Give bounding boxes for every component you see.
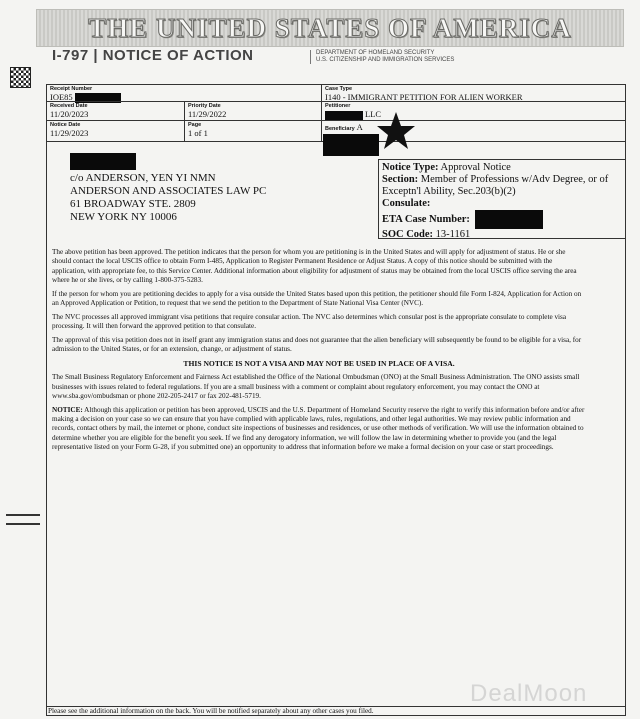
case-type-cell — [321, 84, 626, 102]
side-marks — [6, 514, 40, 532]
dept-line-2: U.S. CITIZENSHIP AND IMMIGRATION SERVICES — [316, 57, 455, 63]
redaction-bar — [323, 134, 379, 156]
notice-date-label: Notice Date — [50, 122, 81, 128]
petitioner-cell — [321, 101, 626, 121]
star-redaction-icon — [376, 111, 416, 151]
soc-code-label: SOC Code: — [382, 229, 434, 240]
page-cell — [184, 120, 322, 142]
notice-paragraph — [52, 406, 586, 452]
banner — [36, 9, 624, 47]
dept-line-1: DEPARTMENT OF HOMELAND SECURITY — [316, 50, 435, 56]
address-line-3: 61 BROADWAY STE. 2809 — [70, 198, 196, 210]
page-label: Page — [188, 122, 202, 128]
body-paragraph: The Small Business Regulatory Enforcement and Fairness Act established the Office of the National Ombudsman (ONO) at the Small Business Administration. The ONO assists small businesses with issues related to federal regulations. If you are a small business with a comment or complaint about regulatory enforcement, you may contact the ONO at www.sba.gov/ombudsman or phone 202-205-2417 or fax 202-481-5719. — [52, 373, 580, 400]
priority-date-cell — [184, 101, 322, 121]
notice-body — [52, 248, 586, 457]
notice-type-value: Approval Notice — [440, 162, 511, 173]
address-line-1: c/o ANDERSON, YEN YI NMN — [70, 172, 216, 184]
receipt-number-label: Receipt Number — [50, 86, 93, 92]
received-date-cell — [46, 101, 185, 121]
notice-type-label: Notice Type: — [382, 162, 439, 173]
section-label: Section: — [382, 174, 419, 185]
address-line-4: NEW YORK NY 10006 — [70, 211, 177, 223]
department-label — [310, 50, 454, 64]
watermark: DealMoon — [470, 680, 588, 707]
notice-date-value: 11/29/2023 — [50, 128, 89, 138]
received-date-label: Received Date — [50, 103, 88, 109]
body-paragraph: The above petition has been approved. The petition indicates that the person for whom you are petitioning is in the United States and will apply for adjustment of status. He or she should contact the local USCIS office to obtain Form I-485, Application to Register Permanent Residence or Adjust Status. A copy of this notice should be submitted with the application, with appropriate fee, to this Service Center. Additional information about eligibility for adjustment of status may be obtained from the local USCIS office serving the area where he or she lives, or by calling 1-800-375-5283. — [52, 248, 577, 284]
body-paragraph: The NVC processes all approved immigrant visa petitions that require consular action. The NVC also determines which consular post is the appropriate consulate to complete visa processing. It will then forward the approved petition to that consulate. — [52, 312, 567, 331]
consulate-label: Consulate: — [382, 198, 431, 209]
notice-date-cell — [46, 120, 185, 142]
page-value: 1 of 1 — [188, 128, 208, 138]
eta-case-label: ETA Case Number: — [382, 213, 470, 225]
receipt-number-value: IOE85 — [50, 92, 73, 102]
redaction-bar — [325, 111, 363, 120]
received-date-value: 11/20/2023 — [50, 109, 89, 119]
visa-warning: THIS NOTICE IS NOT A VISA AND MAY NOT BE USED IN PLACE OF A VISA. — [183, 358, 455, 368]
case-type-value: I140 - IMMIGRANT PETITION FOR ALIEN WORKER — [325, 92, 523, 102]
mailing-address — [70, 172, 266, 224]
banner-title: THE UNITED STATES OF AMERICA — [88, 12, 572, 43]
side-mark — [6, 523, 40, 525]
petitioner-label: Petitioner — [325, 103, 351, 109]
notice-label: NOTICE: — [52, 405, 83, 414]
qr-code-icon — [10, 67, 31, 88]
footer-text: Please see the additional information on the back. You will be notified separately about any other cases you filed. — [48, 707, 374, 715]
petitioner-value: LLC — [365, 109, 382, 119]
body-paragraph: If the person for whom you are petitioning decides to apply for a visa outside the United States based upon this petition, the petitioner should file Form I-824, Application for Action on an Approved Application or Petition, to request that we send the petition to the Department of State National Visa Center (NVC). — [52, 289, 582, 307]
beneficiary-label: Beneficiary — [325, 126, 355, 132]
address-line-2: ANDERSON AND ASSOCIATES LAW PC — [70, 185, 267, 197]
beneficiary-value: A — [356, 122, 363, 132]
priority-date-label: Priority Date — [188, 103, 221, 109]
section-value: Member of Professions w/Adv Degree, or of Exceptn'l Ability, Sec.203(b)(2) — [382, 174, 609, 197]
case-type-label: Case Type — [325, 86, 353, 92]
side-mark — [6, 514, 40, 516]
notice-text: Although this application or petition has been approved, USCIS and the U.S. Department of Homeland Security reserve the right to verify this information before and/or after making a decision on your case so we can ensure that you have complied with applicable laws, rules, regulations, and other legal authorities. We may review public information and records, contact others by mail, the internet or phone, conduct site inspections of businesses and residences, or use other methods of verification. We will use the information obtained to determine whether you are eligible for the benefit you seek. If we find any derogatory information, we will follow the law in determining whether to provide you (and the legal representative listed on your Form G-28, if you submitted one) an opportunity to address that information before we make a formal decision on your case or start proceedings. — [52, 405, 585, 451]
priority-date-value: 11/29/2022 — [188, 109, 227, 119]
receipt-number-cell — [46, 84, 322, 102]
notice-info-box — [378, 159, 626, 239]
soc-code-value: 13-1161 — [435, 229, 471, 240]
form-title: I-797 | NOTICE OF ACTION — [52, 47, 254, 64]
body-paragraph: The approval of this visa petition does not in itself grant any immigration status and does not guarantee that the alien beneficiary will subsequently be found to be eligible for a visa, for admission to the United States, or for an extension, change, or adjustment of status. — [52, 335, 582, 354]
redaction-bar — [70, 153, 136, 170]
redaction-bar — [475, 210, 543, 229]
